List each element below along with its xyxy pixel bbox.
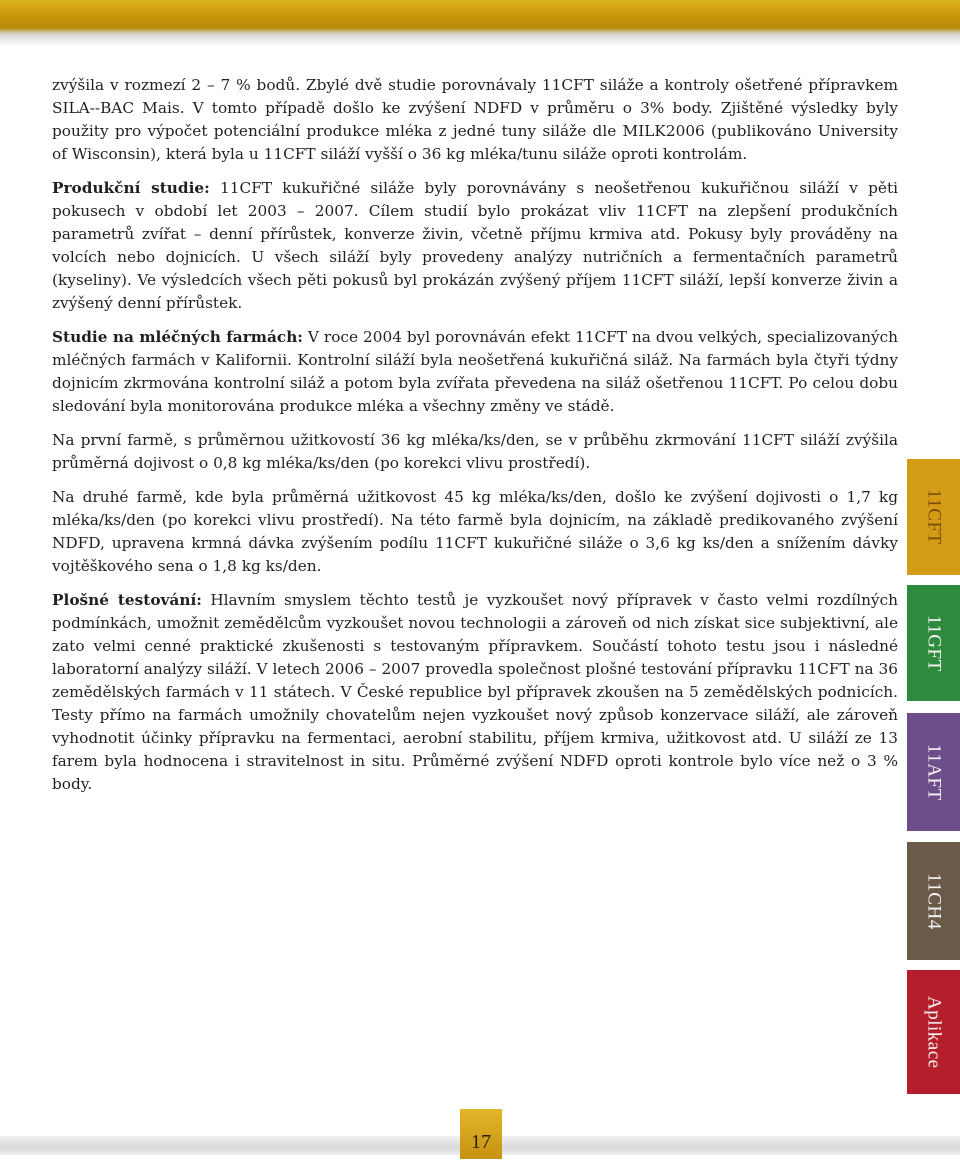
tab-11gft-label: 11GFT — [923, 614, 945, 672]
paragraph-body-area-testing: Hlavním smyslem těchto testů je vyzkoušet nový přípravek v často velmi rozdílných podmínkách, umožnit zemědělcům vyzkoušet novou technologii a zároveň od nich získat sice subjektivní, ale zato velmi cenné praktické zkušenosti s testovaným přípravkem. Součástí tohoto testu jsou i následné laboratorní analýzy siláží. V letech 2006 – 2007 provedla společnost plošné testování přípravku 11CFT na 36 zemědělských farmách v 11 státech. V České republice byl přípravek zkoušen na 5 zemědělských podnicích. Testy přímo na farmách umožnily chovatelům nejen vyzkoušet nový způsob konzervace siláží, ale zároveň vyhodnotit účinky přípravku na fermentaci, aerobní stabilitu, příjem krmiva, užitkovost atd. U siláží ze 13 farem byla hodnocena i stravitelnost in situ. Průměrné zvýšení NDFD oproti kontrole bylo více než o 3 % body. — [52, 591, 898, 793]
paragraph-body-dairy-farms: V roce 2004 byl porovnáván efekt 11CFT na dvou velkých, specializovaných mléčných farmách v Kalifornii. Kontrolní siláží byla neošetřená kukuřičná siláž. Na farmách byla čtyři týdny dojnicím zkrmována kontrolní siláž a potom byla zvířata převedena na siláž ošetřenou 11CFT. Po celou dobu sledování byla monitorována produkce mléka a všechny změny ve stádě. — [52, 328, 899, 415]
paragraph-lead-dairy-farms: Studie na mléčných farmách: — [52, 328, 303, 346]
paragraph-body-production-study: 11CFT kukuřičné siláže byly porovnávány s neošetřenou kukuřičnou siláží v pěti pokusech v období let 2003 – 2007. Cílem studií bylo prokázat vliv 11CFT na zlepšení produkčních parametrů zvířat – denní přírůstek, konverze živin, včetně příjmu krmiva atd. Pokusy byly prováděny na volcích nebo dojnicích. U všech siláží byly provedeny analýzy nutričních a fermentačních parametrů (kyseliny). Ve výsledcích všech pěti pokusů byl prokázán zvýšený příjem 11CFT siláží, lepší konverze živin a zvýšený denní přírůstek. — [52, 179, 898, 312]
tab-aplikace-label: Aplikace — [923, 995, 945, 1069]
paragraph-second-farm: Na druhé farmě, kde byla průměrná užitkovost 45 kg mléka/ks/den, došlo ke zvýšení dojivosti o 1,7 kg mléka/ks/den (po korekci vlivu prostředí). Na této farmě byla dojnicím, na základě predikovaného zvýšení NDFD, upravena krmná dávka zvýšením podílu 11CFT kukuřičné siláže o 3,6 kg ks/den a snížením dávky vojtěškového sena o 1,8 kg ks/den. — [52, 488, 898, 575]
page-number-box — [460, 1109, 502, 1159]
paragraph-production-study — [52, 177, 898, 315]
paragraph-intro: zvýšila v rozmezí 2 – 7 % bodů. Zbylé dvě studie porovnávaly 11CFT siláže a kontroly ošetřené přípravkem SILA--BAC Mais. V tomto případě došlo ke zvýšení NDFD v průměru o 3% body. Zjištěné výsledky byly použity pro výpočet potenciální produkce mléka z jedné tuny siláže dle MILK2006 (publikováno University of Wisconsin), která byla u 11CFT siláží vyšší o 36 kg mléka/tunu siláže oproti kontrolám. — [52, 76, 898, 163]
page-footer — [0, 1105, 960, 1163]
tab-11ch4-label: 11CH4 — [923, 872, 945, 930]
paragraph-area-testing — [52, 589, 898, 796]
paragraph-first-farm: Na první farmě, s průměrnou užitkovostí 36 kg mléka/ks/den, se v průběhu zkrmování 11CFT siláží zvýšila průměrná dojivost o 0,8 kg mléka/ks/den (po korekci vlivu prostředí). — [52, 431, 898, 472]
tab-11cft-label: 11CFT — [923, 489, 945, 545]
tab-11aft-label: 11AFT — [923, 743, 945, 801]
tab-11ch4[interactable] — [907, 842, 960, 960]
main-text — [52, 74, 898, 807]
paragraph-dairy-farms — [52, 326, 898, 418]
tab-11aft[interactable] — [907, 713, 960, 831]
paragraph-lead-area-testing: Plošné testování: — [52, 591, 202, 609]
tab-11cft[interactable] — [907, 459, 960, 575]
tab-aplikace[interactable] — [907, 970, 960, 1094]
page-number: 17 — [471, 1131, 491, 1153]
top-decorative-bar — [0, 0, 960, 46]
paragraph-lead-production-study: Produkční studie: — [52, 179, 210, 197]
tab-11gft[interactable] — [907, 585, 960, 701]
